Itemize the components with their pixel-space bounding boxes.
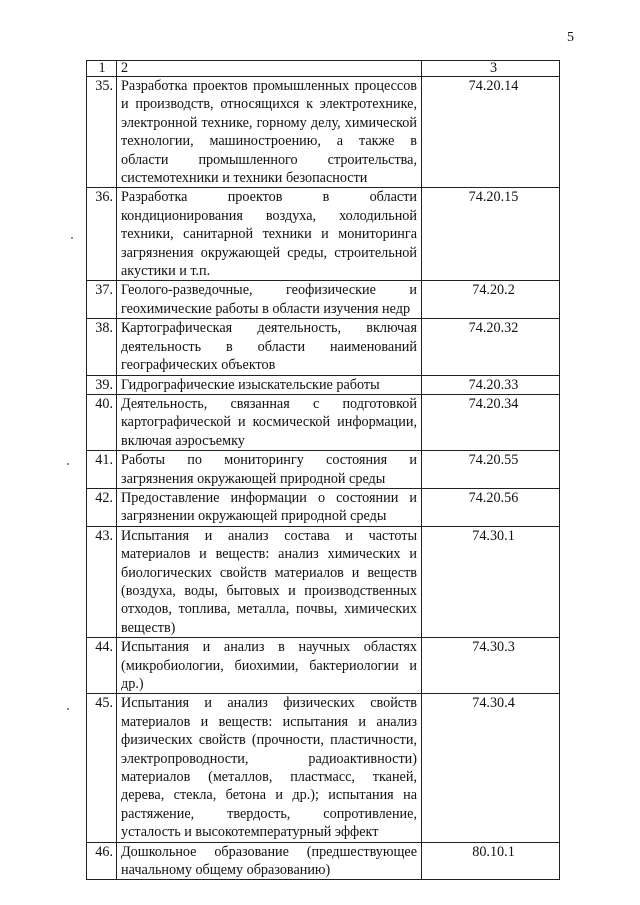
row-number: 38.: [87, 319, 117, 375]
column-header-number: 1: [87, 61, 117, 77]
row-number: 44.: [87, 638, 117, 694]
row-code: 74.20.55: [422, 451, 560, 489]
row-number: 36.: [87, 188, 117, 281]
row-number: 42.: [87, 488, 117, 526]
row-code: 74.20.2: [422, 281, 560, 319]
row-number: 40.: [87, 394, 117, 450]
row-number: 43.: [87, 526, 117, 637]
row-description: Геолого-разведочные, геофизические и геохимические работы в области изучения недр: [117, 281, 422, 319]
table-row: [87, 281, 560, 319]
scan-speck: [67, 463, 69, 465]
row-code: 74.20.32: [422, 319, 560, 375]
table-row: [87, 319, 560, 375]
row-number: 46.: [87, 842, 117, 880]
row-code: 74.30.3: [422, 638, 560, 694]
table-header-row: [87, 61, 560, 77]
row-code: 74.30.4: [422, 694, 560, 842]
row-number: 37.: [87, 281, 117, 319]
row-code: 74.20.15: [422, 188, 560, 281]
row-code: 74.30.1: [422, 526, 560, 637]
table-row: [87, 842, 560, 880]
table-row: [87, 488, 560, 526]
scan-speck: [71, 237, 73, 239]
row-number: 45.: [87, 694, 117, 842]
activity-codes-table: [86, 60, 560, 880]
page-number: 5: [567, 30, 574, 45]
table-row: [87, 694, 560, 842]
row-description: Картографическая деятельность, включая деятельность в области наименований географических объектов: [117, 319, 422, 375]
table-row: [87, 77, 560, 188]
table-row: [87, 375, 560, 394]
table-row: [87, 526, 560, 637]
row-description: Разработка проектов промышленных процессов и производств, относящихся к электротехнике, электронной технике, горному делу, химической технологии, машиностроению, а также в области промышленного строительства, системотехники и техники безопасности: [117, 77, 422, 188]
row-code: 74.20.33: [422, 375, 560, 394]
table-row: [87, 188, 560, 281]
row-description: Гидрографические изыскательские работы: [117, 375, 422, 394]
row-code: 74.20.56: [422, 488, 560, 526]
row-description: Предоставление информации о состоянии и загрязнении окружающей природной среды: [117, 488, 422, 526]
row-description: Испытания и анализ состава и частоты материалов и веществ: анализ химических и биологических свойств материалов и веществ (воздуха, воды, бытовых и производственных отходов, топлива, металла, почвы, химических веществ): [117, 526, 422, 637]
row-description: Испытания и анализ в научных областях (микробиологии, биохимии, бактериологии и др.): [117, 638, 422, 694]
row-description: Работы по мониторингу состояния и загрязнения окружающей природной среды: [117, 451, 422, 489]
row-code: 80.10.1: [422, 842, 560, 880]
table-row: [87, 451, 560, 489]
column-header-description: 2: [117, 61, 422, 77]
row-number: 35.: [87, 77, 117, 188]
table-row: [87, 394, 560, 450]
row-code: 74.20.14: [422, 77, 560, 188]
row-number: 39.: [87, 375, 117, 394]
row-number: 41.: [87, 451, 117, 489]
row-description: Деятельность, связанная с подготовкой картографической и космической информации, включая аэросъемку: [117, 394, 422, 450]
row-description: Испытания и анализ физических свойств материалов и веществ: испытания и анализ физических свойств (прочности, пластичности, электропроводности, радиоактивности) материалов (металлов, пластмасс, тканей, дерева, стекла, бетона и др.); испытания на растяжение, твердость, сопротивление, усталость и высокотемпературный эффект: [117, 694, 422, 842]
row-description: Дошкольное образование (предшествующее начальному общему образованию): [117, 842, 422, 880]
row-code: 74.20.34: [422, 394, 560, 450]
scan-speck: [67, 708, 69, 710]
row-description: Разработка проектов в области кондиционирования воздуха, холодильной техники, санитарной техники и мониторинга загрязнения окружающей среды, строительной акустики и т.п.: [117, 188, 422, 281]
table-row: [87, 638, 560, 694]
column-header-code: 3: [422, 61, 560, 77]
